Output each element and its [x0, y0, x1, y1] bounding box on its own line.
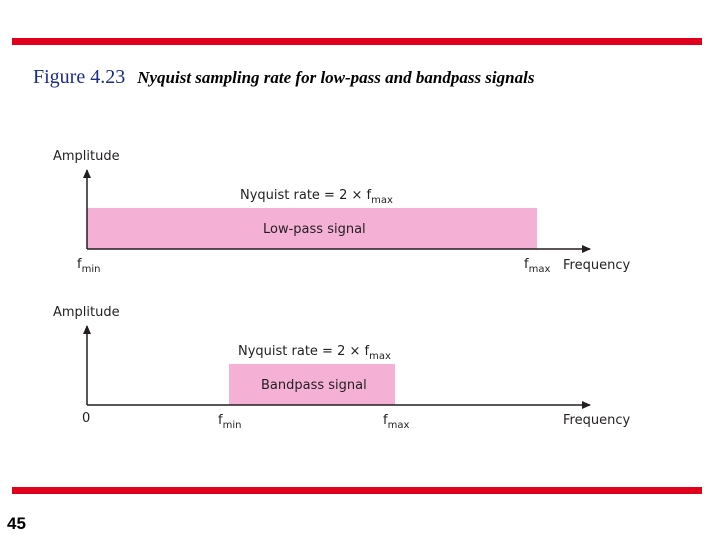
bandpass-nyquist-sub: max — [369, 351, 391, 362]
lowpass-fmin-base: f — [77, 257, 82, 272]
lowpass-nyquist-sub: max — [371, 195, 393, 206]
lowpass-nyquist-label — [240, 188, 393, 206]
bandpass-band-label: Bandpass signal — [261, 378, 367, 393]
lowpass-nyquist-prefix: Nyquist rate = 2 × f — [240, 188, 372, 203]
bandpass-fmax-base: f — [383, 413, 388, 428]
lowpass-frequency-label: Frequency — [563, 258, 631, 273]
bandpass-fmin-base: f — [218, 413, 223, 428]
page-number: 45 — [7, 514, 26, 533]
bottom-red-rule — [12, 487, 702, 494]
lowpass-panel — [53, 149, 630, 275]
lowpass-fmax-sub: max — [528, 264, 551, 275]
bandpass-fmin-label — [218, 413, 241, 431]
bandpass-nyquist-label — [238, 344, 391, 362]
figure-number: Figure 4.23 — [33, 66, 126, 88]
bandpass-fmin-sub: min — [222, 420, 242, 431]
lowpass-band-label: Low-pass signal — [263, 222, 366, 237]
lowpass-fmax-label — [524, 257, 550, 275]
lowpass-fmin-label — [77, 257, 100, 275]
bandpass-fmax-label — [383, 413, 409, 431]
bandpass-origin-label: 0 — [82, 411, 91, 426]
lowpass-amplitude-label: Amplitude — [53, 149, 120, 164]
bandpass-panel — [53, 305, 630, 431]
lowpass-fmin-sub: min — [81, 264, 101, 275]
figure-caption: Nyquist sampling rate for low-pass and bandpass signals — [137, 68, 535, 87]
lowpass-fmax-base: f — [524, 257, 529, 272]
bandpass-frequency-label: Frequency — [563, 413, 631, 428]
bandpass-amplitude-label: Amplitude — [53, 305, 120, 320]
bandpass-fmax-sub: max — [387, 420, 410, 431]
bandpass-nyquist-prefix: Nyquist rate = 2 × f — [238, 344, 370, 359]
